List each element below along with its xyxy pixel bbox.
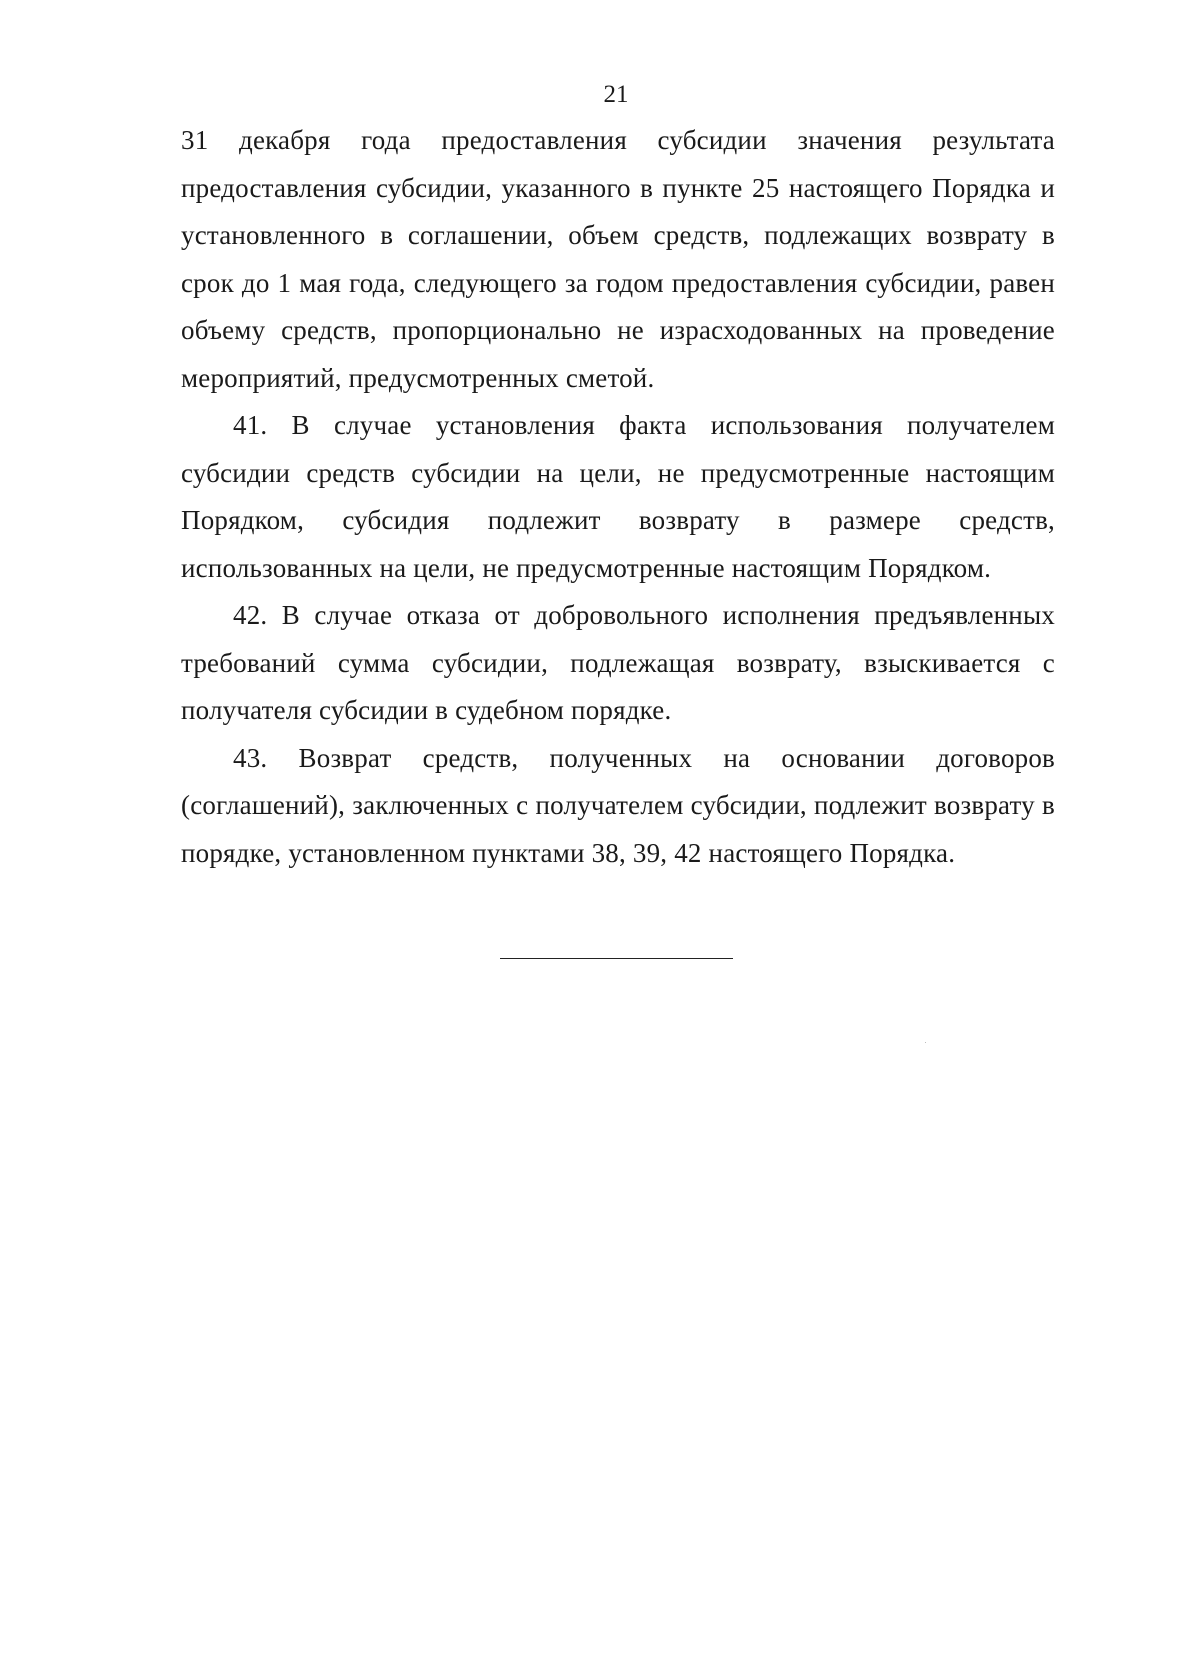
document-body: [181, 117, 1055, 877]
scan-speck: [925, 1042, 926, 1043]
paragraph-continuation: 31 декабря года предоставления субсидии значения результата предоставления субсидии, указанного в пункте 25 настоящего Порядка и установленного в соглашении, объем средств, подлежащих возврату в срок до 1 мая года, следующего за годом предоставления субсидии, равен объему средств, пропорционально не израсходованных на проведение мероприятий, предусмотренных сметой.: [181, 125, 1055, 393]
end-of-document-rule: [500, 958, 733, 959]
paragraph-43: 43. Возврат средств, полученных на основании договоров (соглашений), заключенных с получателем субсидии, подлежит возврату в порядке, установленном пунктами 38, 39, 42 настоящего Порядка.: [181, 742, 1055, 868]
paragraph-41: 41. В случае установления факта использования получателем субсидии средств субсидии на цели, не предусмотренные настоящим Порядком, субсидия подлежит возврату в размере средств, использованных на цели, не предусмотренные настоящим Порядком.: [181, 410, 1055, 583]
page-number: 21: [603, 81, 629, 108]
paragraph-42: 42. В случае отказа от добровольного исполнения предъявленных требований сумма субсидии, подлежащая возврату, взыскивается с получателя субсидии в судебном порядке.: [181, 600, 1055, 725]
